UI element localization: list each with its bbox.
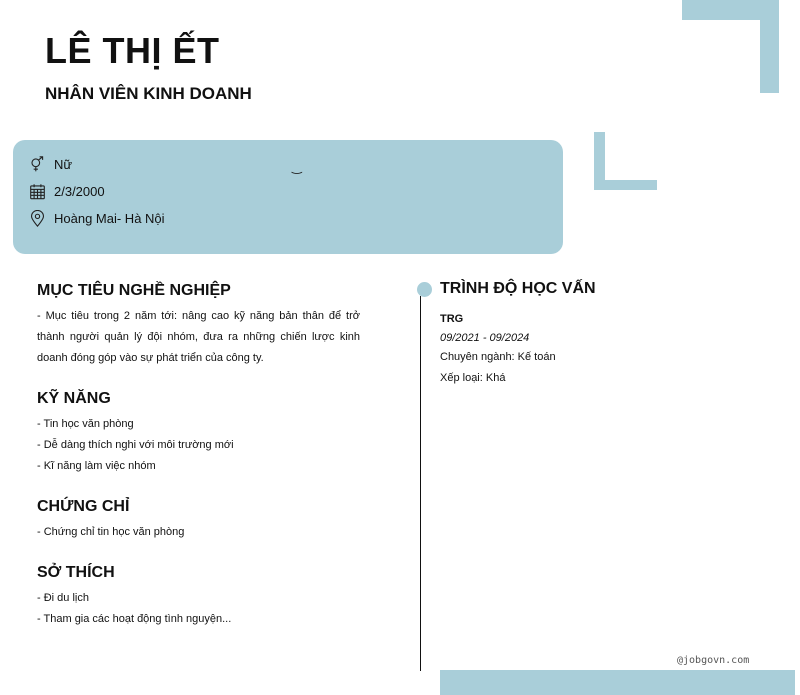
certificates-title: CHỨNG CHỈ — [37, 498, 130, 515]
contact-address — [29, 210, 165, 227]
candidate-name: LÊ THỊ ẾT — [45, 30, 220, 71]
contact-dob — [29, 183, 105, 200]
corner-accent-right-bar — [760, 0, 779, 93]
contact-box — [13, 140, 563, 254]
calendar-icon — [29, 183, 46, 200]
skills-title: KỸ NĂNG — [37, 390, 111, 407]
hobby-item: - Đi du lịch — [37, 592, 89, 604]
location-icon — [29, 210, 46, 227]
education-major: Chuyên ngành: Kế toán — [440, 351, 556, 363]
objective-title: MỤC TIÊU NGHỀ NGHIỆP — [37, 282, 231, 299]
skill-item: - Kĩ năng làm việc nhóm — [37, 460, 156, 472]
watermark: @jobgovn.com — [677, 655, 750, 666]
hobby-item: - Tham gia các hoạt động tình nguyện... — [37, 613, 232, 625]
contact-gender — [29, 156, 72, 173]
stray-mark: ‿ — [292, 160, 302, 174]
education-school: TRG — [440, 313, 464, 325]
timeline-line — [420, 296, 421, 671]
skill-item: - Dễ dàng thích nghi với môi trường mới — [37, 439, 234, 451]
certificate-item: - Chứng chỉ tin học văn phòng — [37, 526, 185, 538]
hobbies-title: SỞ THÍCH — [37, 564, 115, 581]
address-value: Hoàng Mai- Hà Nội — [54, 211, 165, 226]
corner-accent-bottom-bar — [594, 180, 657, 190]
education-period: 09/2021 - 09/2024 — [440, 332, 530, 344]
dob-value: 2/3/2000 — [54, 184, 105, 199]
timeline-dot — [417, 282, 432, 297]
education-title: TRÌNH ĐỘ HỌC VẤN — [440, 280, 596, 297]
gender-value: Nữ — [54, 157, 73, 172]
gender-icon — [29, 156, 46, 173]
footer-accent-bar — [440, 670, 795, 695]
job-title: NHÂN VIÊN KINH DOANH — [45, 84, 252, 103]
education-grade: Xếp loại: Khá — [440, 372, 506, 384]
skill-item: - Tin học văn phòng — [37, 418, 134, 430]
objective-text: - Mục tiêu trong 2 năm tới: nâng cao kỹ năng bản thân để trở thành người quản lý đội nhóm, đưa ra những chiến lược kinh doanh đóng góp vào sự phát triển của công ty. — [37, 310, 360, 364]
